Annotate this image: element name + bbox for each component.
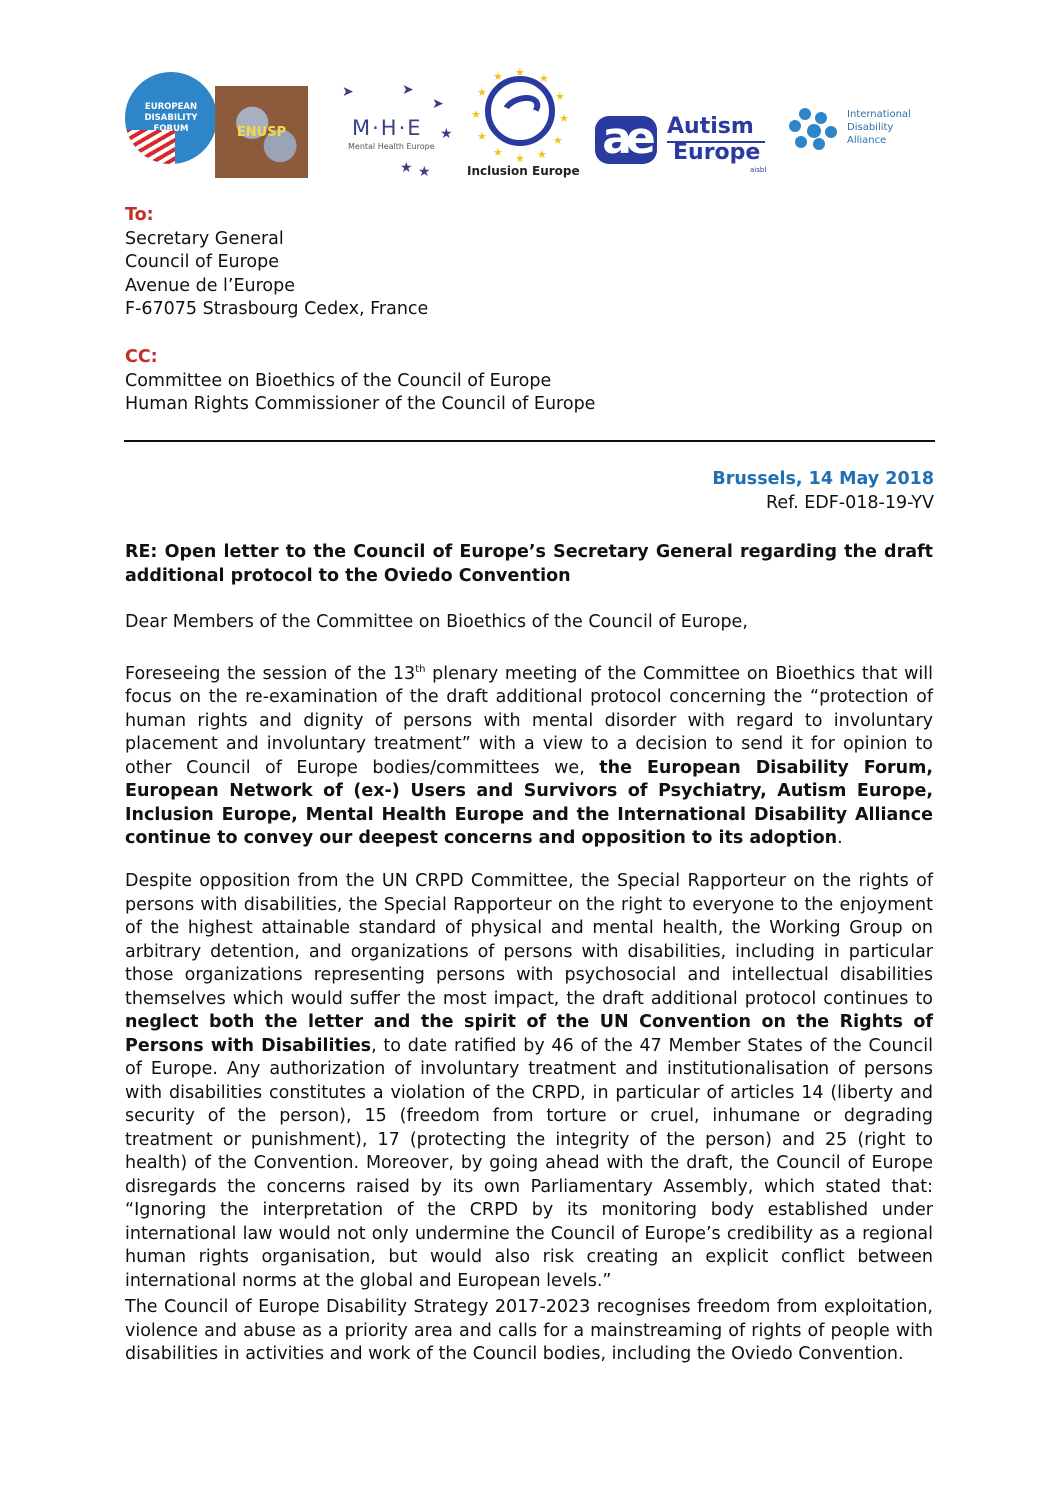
inclusion-europe-text: Inclusion Europe [467, 164, 580, 178]
star-icon: ★ [555, 90, 565, 103]
star-icon: ★ [493, 146, 503, 159]
cc-line: Human Rights Commissioner of the Council of Europe [125, 394, 596, 414]
bird-icon: ➤ [402, 82, 414, 98]
star-icon: ★ [477, 86, 487, 99]
to-line: Council of Europe [125, 252, 279, 272]
ida-text: International Disability Alliance [847, 109, 911, 146]
edf-logo-text: EUROPEAN DISABILITY FORUM [144, 101, 198, 134]
paragraph-2 [125, 870, 933, 1293]
to-block [125, 204, 428, 322]
subject: RE: Open letter to the Council of Europe’s Secretary General regarding the draft additional protocol to the Oviedo Convention [125, 542, 933, 586]
star-icon: ★ [493, 70, 503, 83]
edf-stripes [125, 130, 175, 164]
to-label: To: [125, 205, 154, 225]
star-icon: ★ [515, 152, 525, 165]
bird-icon: ➤ [342, 84, 354, 100]
date-ref-block [712, 468, 934, 515]
star-icon: ★ [539, 72, 549, 85]
star-icon: ★ [400, 160, 413, 176]
date: Brussels, 14 May 2018 [712, 469, 934, 489]
aisbl-text: aisbl [750, 166, 767, 174]
cc-line: Committee on Bioethics of the Council of Europe [125, 370, 552, 391]
star-icon: ★ [559, 112, 569, 125]
inclusion-europe-logo [467, 66, 587, 184]
p1-bold-text: the European Disability Forum, European Network of (ex-) Users and Survivors of Psychiatry, Autism Europe, Inclusion Europe, Mental Health Europe and the International Disability Alliance continue to convey our deepest concerns and opposition to its adoption [125, 757, 933, 849]
ida-logo [785, 104, 935, 154]
to-line: Avenue de l’Europe [125, 275, 295, 296]
europe-text: Europe [673, 140, 761, 165]
p1-text: . [837, 828, 843, 849]
autism-text: Autism [667, 114, 754, 139]
autism-europe-logo [595, 110, 775, 180]
superscript: th [415, 664, 426, 675]
reference: Ref. EDF-018-19-YV [766, 492, 934, 513]
to-line: Secretary General [125, 228, 284, 249]
star-icon: ★ [537, 148, 547, 161]
bird-icon: ➤ [432, 96, 444, 112]
p2-bold-text: neglect both the letter and the spirit of the UN Convention on the Rights of Persons with Disabilities [125, 1012, 933, 1056]
enusp-logo [215, 86, 308, 178]
star-icon: ★ [515, 66, 525, 79]
star-icon: ★ [553, 134, 563, 147]
paragraph-3: The Council of Europe Disability Strategy 2017-2023 recognises freedom from exploitation, violence and abuse as a priority area and calls for a mainstreaming of rights of people with disabilities in activities and work of the Council bodies, including the Oviedo Convention. [125, 1297, 933, 1364]
mhe-logo-text: M·H·E [352, 116, 423, 140]
star-icon: ★ [471, 108, 481, 121]
star-icon: ★ [418, 164, 431, 180]
cc-label: CC: [125, 347, 158, 367]
p1-text: plenary meeting of the Committee on Bioethics that will focus on the re-examination of the draft additional protocol concerning the “protection of human rights and dignity of persons with mental disorder with regard to involuntary placement and involuntary treatment” with a view to a decision to send it for opinion to other Council of Europe bodies/committees we, [125, 663, 934, 778]
mhe-logo-subtext: Mental Health Europe [348, 142, 435, 151]
ae-mark-icon: ae [595, 116, 657, 164]
ida-dots-icon [785, 108, 839, 148]
mhe-logo [340, 82, 460, 180]
edf-logo [125, 72, 217, 164]
to-line: F-67075 Strasbourg Cedex, France [125, 299, 429, 319]
p2-text: Despite opposition from the UN CRPD Committee, the Special Rapporteur on the rights of persons with disabilities, the Special Rapporteur on the right to everyone to the enjoyment of the highest attainable standard of physical and mental health, the Working Group on arbitrary detention, and organizations of persons with disabilities, including in particular those organizations representing persons with psychosocial and intellectual disabilities themselves which would suffer the most impact, the draft additional protocol continues to [125, 871, 933, 1009]
salutation: Dear Members of the Committee on Bioethics of the Council of Europe, [125, 612, 748, 632]
divider [124, 440, 935, 442]
star-icon: ★ [440, 126, 453, 142]
enusp-logo-text: ENUSP [236, 124, 287, 140]
p2-text: , to date ratified by 46 of the 47 Member States of the Council of Europe. Any authorization of involuntary treatment and institutionalisation of persons with disabilities constitutes a violation of the CRPD, in particular of articles 14 (liberty and security of the person), 15 (freedom from torture or cruel, inhumane or degrading treatment or punishment), 17 (protecting the integrity of the person) and 25 (right to health) of the Convention. Moreover, by going ahead with the draft, the Council of Europe disregards the concerns raised by its own Parliamentary Assembly, which stated that: “Ignoring the interpretation of the CRPD by its monitoring body established under international law would not only undermine the Council of Europe’s credibility as a regional human rights organisation, but would also risk creating an explicit conflict between international norms at the global and European levels.” [125, 1035, 933, 1291]
star-icon: ★ [477, 130, 487, 143]
p1-text: Foreseeing the session of the 13 [125, 663, 416, 684]
paragraph-1 [125, 658, 933, 851]
logo-row [125, 62, 935, 187]
cc-block [125, 346, 595, 417]
